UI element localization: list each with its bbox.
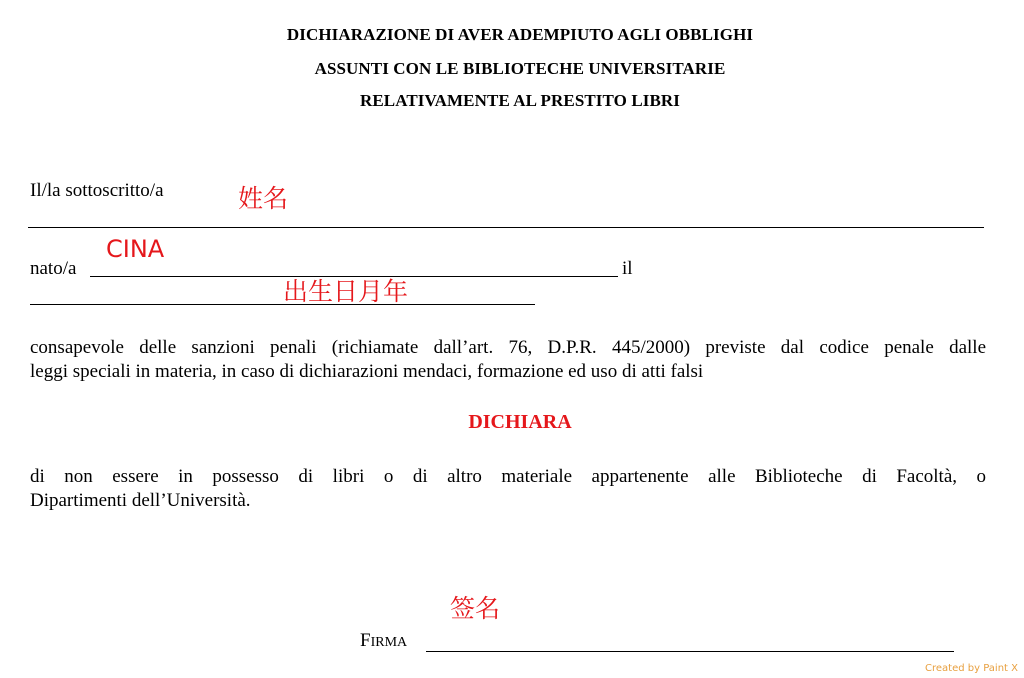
undersigned-field-line[interactable] — [28, 227, 984, 228]
declaration-text-line-2: Dipartimenti dell’Università. — [30, 490, 251, 511]
document-title-line-3: RELATIVAMENTE AL PRESTITO LIBRI — [359, 91, 681, 110]
birthdate-annotation: 出生日月年 — [283, 277, 409, 306]
birthdate-field-line[interactable] — [30, 304, 535, 305]
signature-annotation: 签名 — [450, 594, 501, 623]
signature-label-rest: IRMA — [370, 635, 408, 650]
declares-heading: DICHIARA — [468, 411, 572, 433]
awareness-text-line-2: leggi speciali in materia, in caso di dichiarazioni mendaci, formazione ed uso di atti falsi — [30, 361, 704, 382]
birthdate-label: il — [622, 258, 633, 279]
declaration-text-line-1: di non essere in possesso di libri o di altro materiale appartenente alle Biblioteche di Facoltà, o — [30, 466, 986, 487]
undersigned-label: Il/la sottoscritto/a — [30, 180, 164, 201]
signature-label-initial: F — [360, 630, 371, 651]
awareness-text-line-1: consapevole delle sanzioni penali (richiamate dall’art. 76, D.P.R. 445/2000) previste dal codice penale dalle — [30, 337, 986, 358]
document-title-line-1: DICHIARAZIONE DI AVER ADEMPIUTO AGLI OBBLIGHI — [286, 25, 754, 44]
undersigned-annotation: 姓名 — [238, 184, 289, 213]
document-title-line-2: ASSUNTI CON LE BIBLIOTECHE UNIVERSITARIE — [314, 59, 726, 78]
birthplace-label: nato/a — [30, 258, 77, 279]
signature-field-line[interactable] — [426, 651, 954, 652]
signature-label — [360, 630, 407, 652]
watermark-text: Created by Paint X — [925, 663, 1018, 674]
birthplace-annotation: CINA — [106, 235, 165, 263]
